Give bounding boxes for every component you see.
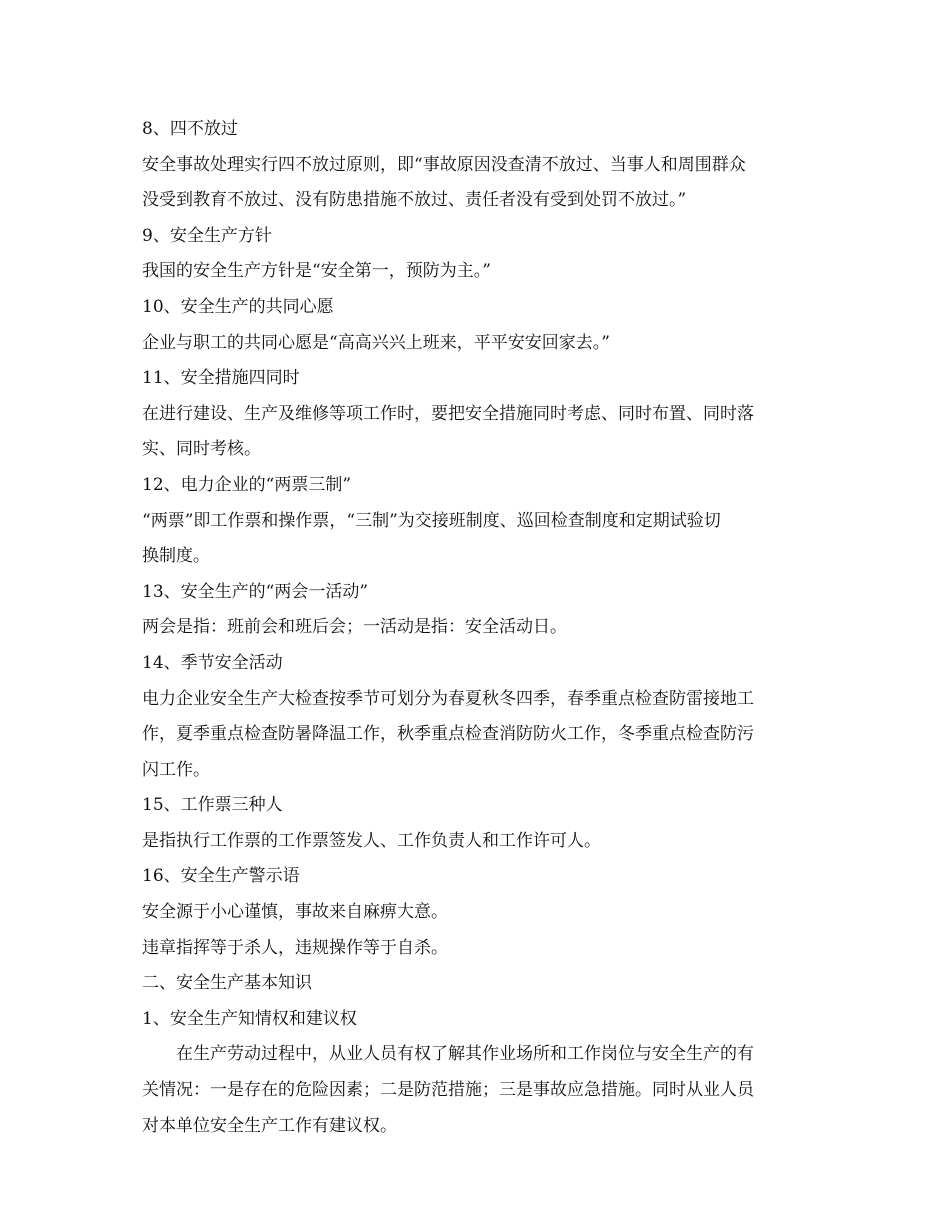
- text-line: 对本单位安全生产工作有建议权。: [142, 1115, 397, 1136]
- text-line: 13、安全生产的“两会一活动”: [142, 581, 369, 602]
- text-line: 企业与职工的共同心愿是“高高兴兴上班来，平平安安回家去。”: [142, 332, 610, 353]
- text-line: 16、安全生产警示语: [142, 866, 300, 887]
- text-line: 作，夏季重点检查防暑降温工作，秋季重点检查消防防火工作，冬季重点检查防污: [142, 724, 754, 745]
- text-line: 没受到教育不放过、没有防患措施不放过、责任者没有受到处罚不放过。”: [142, 190, 687, 211]
- text-line: 在进行建设、生产及维修等项工作时，要把安全措施同时考虑、同时布置、同时落: [142, 403, 754, 424]
- text-line: 12、电力企业的“两票三制”: [142, 474, 352, 495]
- text-line: 14、季节安全活动: [142, 652, 283, 673]
- text-line: 实、同时考核。: [142, 439, 261, 460]
- text-line: 在生产劳动过程中，从业人员有权了解其作业场所和工作岗位与安全生产的有: [176, 1044, 754, 1065]
- text-line: 我国的安全生产方针是“安全第一，预防为主。”: [142, 261, 491, 282]
- text-line: 换制度。: [142, 546, 210, 567]
- text-line: 关情况：一是存在的危险因素；二是防范措施；三是事故应急措施。同时从业人员: [142, 1080, 754, 1101]
- text-line: 11、安全措施四同时: [142, 368, 300, 389]
- document-body: [142, 112, 814, 1144]
- text-line: 闪工作。: [142, 759, 210, 780]
- text-line: 电力企业安全生产大检查按季节可划分为春夏秋冬四季，春季重点检查防雷接地工: [142, 688, 754, 709]
- text-line: 1、安全生产知情权和建议权: [142, 1008, 357, 1029]
- text-line: 15、工作票三种人: [142, 795, 283, 816]
- text-line: 是指执行工作票的工作票签发人、工作负责人和工作许可人。: [142, 830, 601, 851]
- text-line: 安全源于小心谨慎，事故来自麻痹大意。: [142, 902, 448, 923]
- text-line: 二、安全生产基本知识: [142, 973, 312, 994]
- text-line: 违章指挥等于杀人，违规操作等于自杀。: [142, 937, 448, 958]
- text-line: 8、四不放过: [142, 119, 238, 139]
- text-line: “两票”即工作票和操作票，“三制”为交接班制度、巡回检查制度和定期试验切: [142, 510, 721, 531]
- text-line: 两会是指：班前会和班后会；一活动是指：安全活动日。: [142, 617, 567, 638]
- text-line: 9、安全生产方针: [142, 225, 272, 246]
- text-line: 安全事故处理实行四不放过原则，即“事故原因没查清不放过、当事人和周围群众: [142, 154, 746, 175]
- text-line: 10、安全生产的共同心愿: [142, 296, 334, 317]
